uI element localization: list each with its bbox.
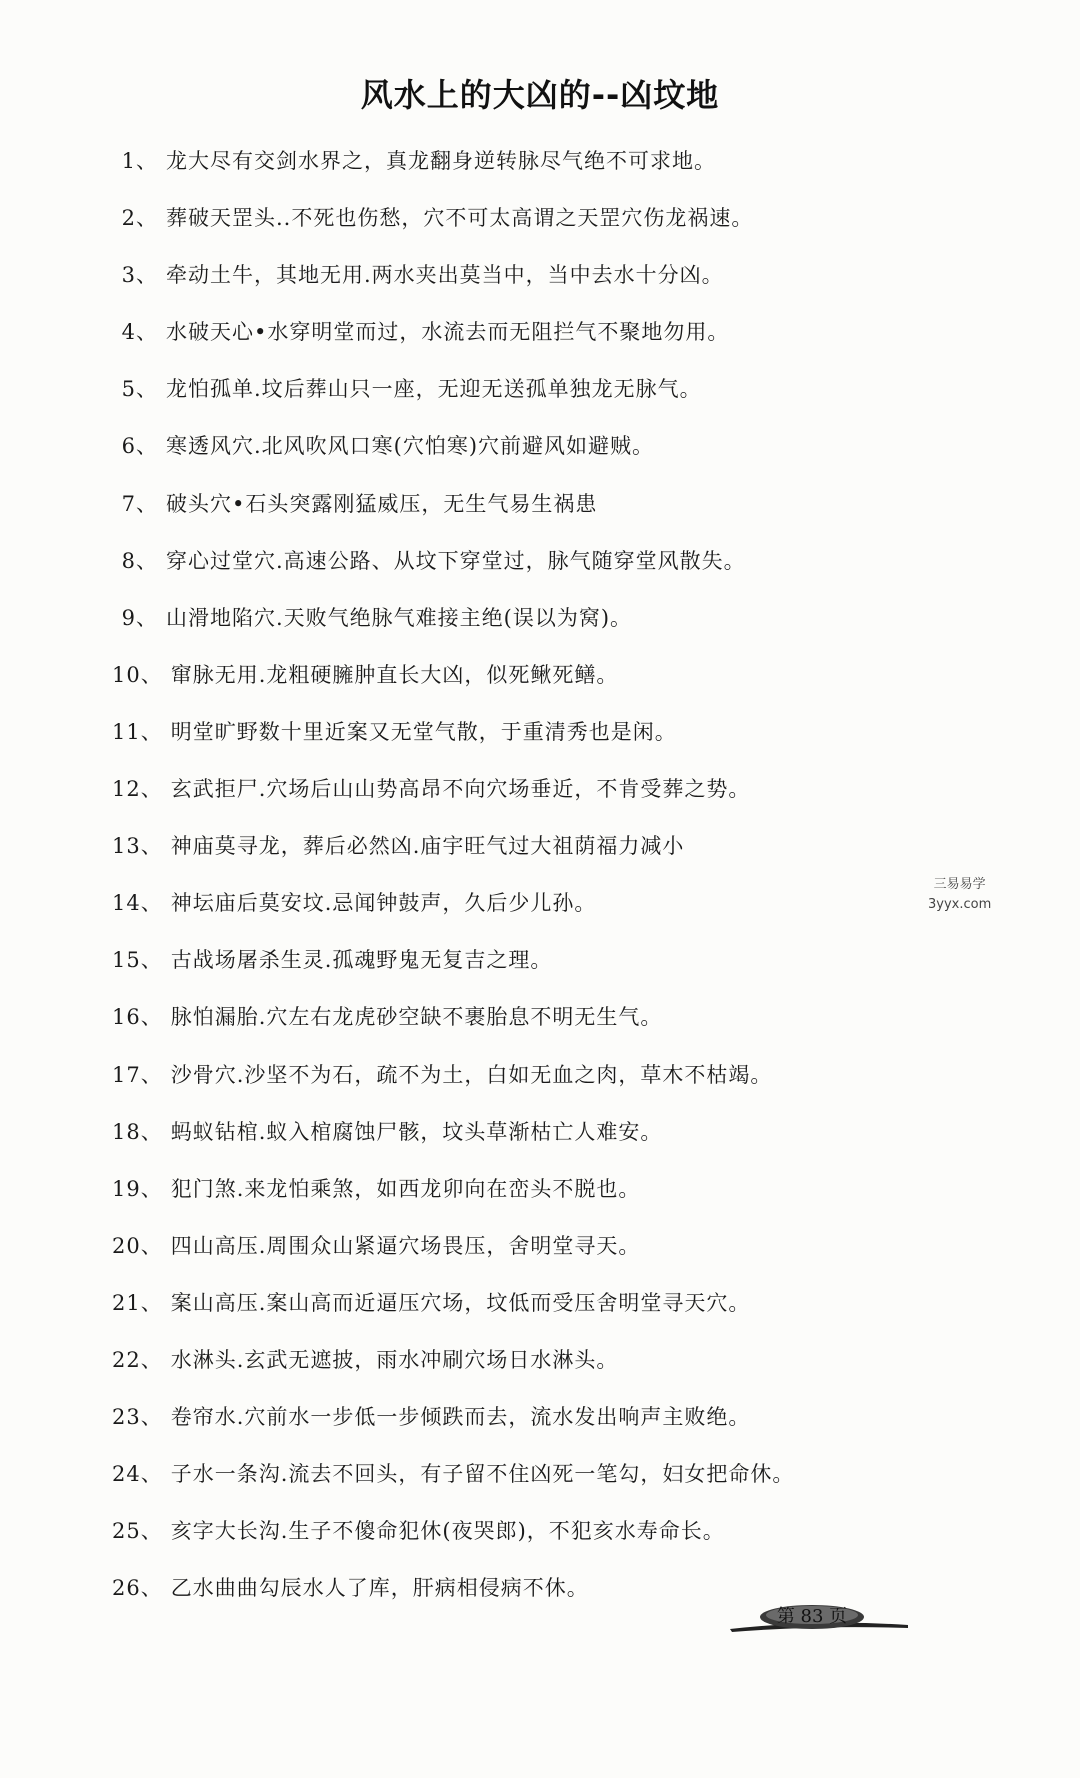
item-text: 神坛庙后莫安坟.忌闻钟鼓声，久后少儿孙。 bbox=[170, 891, 597, 916]
item-number: 12 bbox=[112, 777, 141, 802]
list-item bbox=[112, 1173, 992, 1230]
item-separator: 、 bbox=[140, 1576, 163, 1601]
item-number: 17 bbox=[112, 1062, 141, 1087]
item-text: 穿心过堂穴.高速公路、从坟下穿堂过，脉气随穿堂风散失。 bbox=[166, 548, 746, 573]
item-number: 22 bbox=[112, 1347, 141, 1372]
list-item bbox=[112, 716, 992, 773]
item-number: 24 bbox=[112, 1462, 141, 1487]
item-separator: 、 bbox=[140, 1519, 163, 1544]
watermark bbox=[928, 875, 991, 915]
item-text: 破头穴•石头突露刚猛威压，无生气易生祸患 bbox=[166, 491, 598, 516]
item-text: 龙大尽有交剑水界之，真龙翻身逆转脉尽气绝不可求地。 bbox=[166, 149, 716, 173]
item-number: 3 bbox=[121, 263, 136, 288]
watermark-line2: 3yyx.com bbox=[928, 897, 992, 912]
list-item bbox=[112, 373, 992, 430]
list-item bbox=[112, 430, 992, 487]
item-separator: 、 bbox=[140, 948, 163, 973]
item-number: 13 bbox=[112, 834, 141, 859]
item-separator: 、 bbox=[136, 434, 158, 459]
item-separator: 、 bbox=[136, 605, 158, 630]
item-number: 25 bbox=[112, 1519, 141, 1544]
item-number: 4 bbox=[121, 320, 136, 345]
page-number-badge bbox=[730, 1595, 910, 1635]
item-text: 龙怕孤单.坟后葬山只一座，无迎无送孤单独龙无脉气。 bbox=[166, 377, 702, 402]
item-separator: 、 bbox=[140, 662, 163, 687]
item-separator: 、 bbox=[140, 1347, 163, 1372]
item-number: 10 bbox=[112, 662, 141, 687]
item-separator: 、 bbox=[140, 1405, 163, 1430]
item-text: 水淋头.玄武无遮披，雨水冲刷穴场日水淋头。 bbox=[170, 1347, 619, 1372]
item-separator: 、 bbox=[140, 777, 163, 802]
item-list bbox=[112, 145, 992, 1629]
item-separator: 、 bbox=[140, 1176, 163, 1201]
item-separator: 、 bbox=[136, 320, 158, 345]
list-item bbox=[112, 1001, 992, 1058]
item-text: 牵动土牛，其地无用.两水夹出莫当中，当中去水十分凶。 bbox=[166, 263, 724, 288]
list-item bbox=[112, 545, 992, 602]
item-text: 脉怕漏胎.穴左右龙虎砂空缺不裹胎息不明无生气。 bbox=[170, 1005, 663, 1030]
item-number: 8 bbox=[121, 548, 136, 573]
item-text: 案山高压.案山高而近逼压穴场，坟低而受压舍明堂寻天穴。 bbox=[170, 1290, 751, 1315]
item-separator: 、 bbox=[140, 1233, 163, 1258]
item-separator: 、 bbox=[136, 548, 158, 573]
item-separator: 、 bbox=[136, 263, 158, 288]
item-separator: 、 bbox=[140, 834, 163, 859]
list-item bbox=[112, 488, 992, 545]
item-number: 23 bbox=[112, 1405, 141, 1430]
item-text: 山滑地陷穴.天败气绝脉气难接主绝(误以为窝)。 bbox=[166, 605, 633, 630]
list-item bbox=[112, 944, 992, 1001]
item-text: 乙水曲曲勾辰水人了库，肝病相侵病不休。 bbox=[170, 1576, 589, 1601]
item-separator: 、 bbox=[140, 1462, 163, 1487]
list-item bbox=[112, 773, 992, 830]
item-separator: 、 bbox=[140, 1290, 163, 1315]
item-text: 四山高压.周围众山紧逼穴场畏压，舍明堂寻天。 bbox=[170, 1233, 641, 1258]
item-text: 葬破天罡头..不死也伤愁，穴不可太高谓之天罡穴伤龙祸速。 bbox=[166, 206, 754, 231]
item-separator: 、 bbox=[140, 1119, 163, 1144]
item-text: 玄武拒尸.穴场后山山势高昂不向穴场垂近，不肯受葬之势。 bbox=[170, 777, 751, 802]
page-badge-graphic bbox=[730, 1595, 910, 1635]
list-item bbox=[112, 145, 992, 202]
item-number: 11 bbox=[112, 719, 141, 744]
item-number: 19 bbox=[112, 1176, 141, 1201]
item-text: 犯门煞.来龙怕乘煞，如西龙卯向在峦头不脱也。 bbox=[170, 1176, 641, 1201]
item-text: 神庙莫寻龙，葬后必然凶.庙宇旺气过大祖荫福力减小 bbox=[170, 834, 685, 859]
item-text: 窜脉无用.龙粗硬臃肿直长大凶，似死鳅死鳝。 bbox=[170, 662, 619, 687]
list-item bbox=[112, 1344, 992, 1401]
item-number: 16 bbox=[112, 1005, 141, 1030]
item-text: 水破天心•水穿明堂而过，水流去而无阻拦气不聚地勿用。 bbox=[166, 320, 730, 345]
item-text: 古战场屠杀生灵.孤魂野鬼无复吉之理。 bbox=[170, 948, 553, 973]
list-item bbox=[112, 659, 992, 716]
list-item bbox=[112, 259, 992, 316]
list-item bbox=[112, 1458, 992, 1515]
item-separator: 、 bbox=[140, 891, 163, 916]
list-item bbox=[112, 830, 992, 887]
item-number: 21 bbox=[112, 1290, 141, 1315]
item-separator: 、 bbox=[140, 1062, 163, 1087]
page-number-text: 第 83 页 bbox=[776, 1606, 848, 1627]
item-text: 亥字大长沟.生子不傻命犯休(夜哭郎)，不犯亥水寿命长。 bbox=[170, 1519, 725, 1544]
item-number: 6 bbox=[121, 434, 136, 459]
list-item bbox=[112, 1401, 992, 1458]
list-item bbox=[112, 316, 992, 373]
list-item bbox=[112, 1116, 992, 1173]
item-separator: 、 bbox=[140, 719, 163, 744]
item-number: 2 bbox=[121, 206, 136, 231]
list-item bbox=[112, 1515, 992, 1572]
item-text: 寒透风穴.北风吹风口寒(穴怕寒)穴前避风如避贼。 bbox=[166, 434, 655, 459]
watermark-line1: 三易易学 bbox=[933, 877, 986, 892]
item-separator: 、 bbox=[136, 149, 158, 173]
item-number: 7 bbox=[121, 491, 136, 516]
item-number: 26 bbox=[112, 1576, 141, 1601]
item-number: 5 bbox=[121, 377, 136, 402]
item-number: 15 bbox=[112, 948, 141, 973]
item-number: 14 bbox=[112, 891, 141, 916]
list-item bbox=[112, 1059, 992, 1116]
item-text: 子水一条沟.流去不回头，有子留不住凶死一笔勾，妇女把命休。 bbox=[170, 1462, 795, 1487]
list-item bbox=[112, 887, 992, 944]
item-separator: 、 bbox=[140, 1005, 163, 1030]
item-number: 1 bbox=[121, 149, 136, 173]
item-number: 20 bbox=[112, 1233, 141, 1258]
page-title: 风水上的大凶的--凶坟地 bbox=[360, 76, 720, 114]
item-text: 沙骨穴.沙坚不为石，疏不为土，白如无血之肉，草木不枯竭。 bbox=[170, 1062, 773, 1087]
item-number: 18 bbox=[112, 1119, 141, 1144]
item-separator: 、 bbox=[136, 377, 158, 402]
list-item bbox=[112, 602, 992, 659]
list-item bbox=[112, 1287, 992, 1344]
item-separator: 、 bbox=[136, 491, 158, 516]
item-text: 明堂旷野数十里近案又无堂气散，于重清秀也是闲。 bbox=[170, 719, 677, 744]
item-text: 蚂蚁钻棺.蚁入棺腐蚀尸骸，坟头草渐枯亡人难安。 bbox=[170, 1119, 663, 1144]
item-number: 9 bbox=[121, 605, 136, 630]
list-item bbox=[112, 202, 992, 259]
item-separator: 、 bbox=[136, 206, 158, 231]
list-item bbox=[112, 1230, 992, 1287]
item-text: 卷帘水.穴前水一步低一步倾跌而去，流水发出响声主败绝。 bbox=[170, 1405, 751, 1430]
